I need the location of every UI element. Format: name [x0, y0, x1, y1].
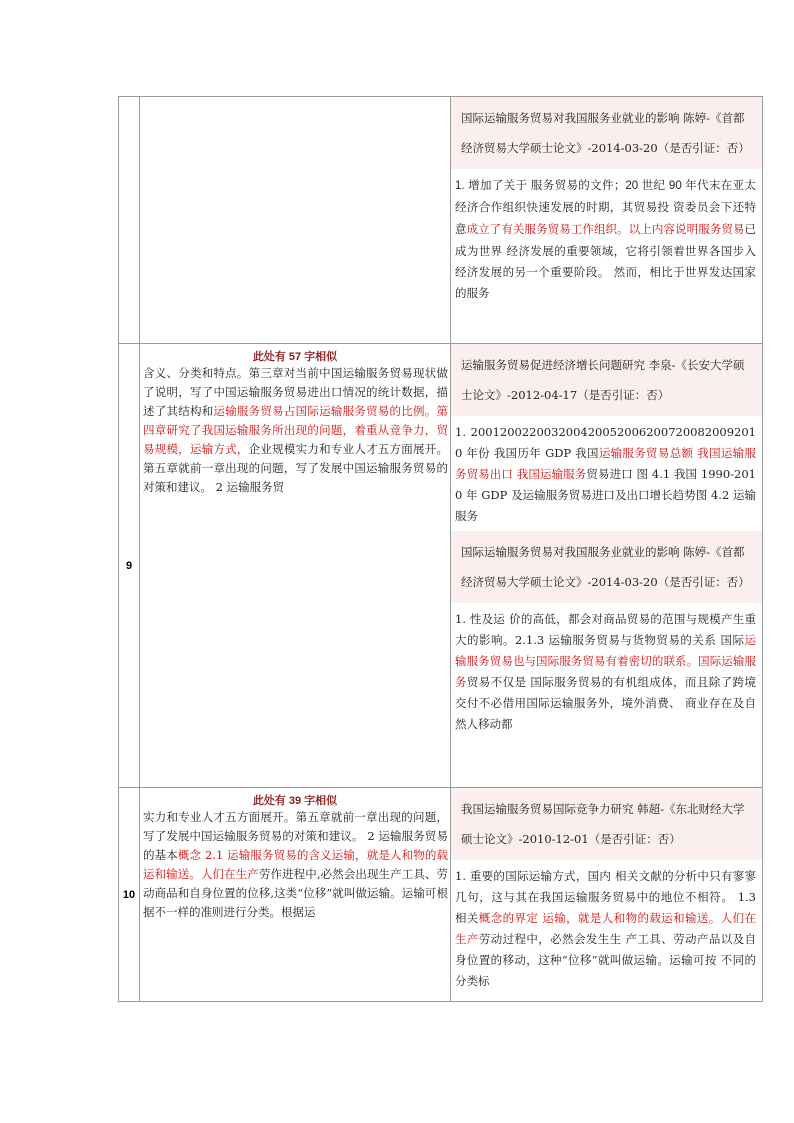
matched-text: [451, 609, 762, 739]
match-text-highlight: 概念的界定 运输，就是人和物的载运和输送。人们在生产: [455, 911, 757, 946]
match-text-normal: 1. 增加了关于 服务贸易的文件；20 世纪 90 年代末在亚太经济合作组织快速发展的时期，其贸易投 资委员会下还特意: [455, 180, 756, 236]
source-title[interactable]: 运输服务贸易促进经济增长问题研究 李泉-《长安大学硕士论文》-2012-04-17（是否引证：否）: [451, 344, 762, 416]
left-text: [140, 364, 450, 497]
similarity-table: [118, 96, 763, 1002]
source-title[interactable]: 国际运输服务贸易对我国服务业就业的影响 陈婷-《首都经济贸易大学硕士论文》-2014-03-20（是否引证：否）: [451, 531, 762, 603]
matched-text: [451, 175, 762, 308]
match-text-normal: 贸易不仅是 国际服务贸易的有机组成体，而且除了跨境交付不必借用国际运输服务外，境外消费、 商业存在及自然人移动都: [455, 675, 757, 731]
left-text: [140, 808, 450, 922]
left-text-cell: [140, 344, 451, 788]
match-text-highlight: 运输服务贸易也与国际服务贸易有着密切的联系。国际运输服务: [455, 633, 756, 689]
similarity-header: 此处有 39 字相似: [252, 795, 338, 807]
row-number: 9: [119, 344, 140, 788]
left-text-cell: [140, 97, 451, 344]
matched-text: [451, 422, 762, 531]
left-text-normal: 劳作进程中,必然会出现生产工具、劳动商品和自身位置的位移,这类“位移”就叫做运输。运输可根据不一样的准则进行分类。根据运: [143, 867, 449, 919]
left-text-normal: 企业规模实力和专业人才五方面展开。第五章就前一章出现的问题，写了发展中国运输服务贸易的对策和建议。 2 运输服务贸: [143, 442, 449, 494]
similarity-header: 此处有 57 字相似: [252, 351, 338, 363]
row-number: [119, 97, 140, 344]
match-text-normal: 贸易进口 图 4.1 我国 1990-2010 年 GDP 及运输服务贸易进口及出口增长趋势图 4.2 运输服务: [455, 467, 757, 523]
left-text-cell: [140, 788, 451, 1002]
sources-cell: [451, 788, 763, 1002]
match-text-normal: 1. 性及运 价的高低，都会对商品贸易的范围与规模产生重大的影响。2.1.3 运输服务贸易与货物贸易的关系 国际: [455, 612, 756, 647]
match-text-normal: 已成为世界 经济发展的重要领域，它将引领着世界各国步入经济发展的另一个重要阶段。 然而，相比于世界发达国家的服务: [455, 222, 757, 300]
match-text-normal: 劳动过程中，必然会发生生 产工具、劳动产品以及自身位置的移动，这种“位移”就叫做运输。运输可按 不同的分类标: [455, 932, 757, 988]
match-text-normal: 1. 2001200220032004200520062007200820092010 年份 我国历年 GDP 我国: [455, 425, 756, 460]
source-title[interactable]: 我国运输服务贸易国际竞争力研究 韩超-《东北财经大学硕士论文》-2010-12-01（是否引证：否）: [451, 788, 762, 860]
source-title[interactable]: 国际运输服务贸易对我国服务业就业的影响 陈婷-《首都经济贸易大学硕士论文》-2014-03-20（是否引证：否）: [451, 97, 762, 169]
table-row: [119, 788, 763, 1002]
match-text-highlight: 成立了有关服务贸易工作组织。以上内容说明服务贸易: [466, 222, 745, 236]
sources-cell: [451, 344, 763, 788]
left-text-normal: 实力和专业人才五方面展开。第五章就前一章出现的问题，写了发展中国运输服务贸易的对策和建议。 2 运输服务贸易的基本: [143, 810, 448, 862]
left-text-normal: 含义、分类和特点。第三章对当前中国运输服务贸易现状做了说明，写了中国运输服务贸易进出口情况的统计数据，描述了其结构和: [143, 366, 448, 418]
row-number: 10: [119, 788, 140, 1002]
match-text-normal: 1. 重要的国际运输方式，国内 相关文献的分析中只有寥寥几句，这与其在我国运输服务贸易中的地位不相符。 1.3 相关: [455, 869, 756, 925]
table-row: [119, 344, 763, 788]
matched-text: [451, 866, 762, 996]
left-text-highlight: 运输服务贸易占国际运输服务贸易的比例。第四章研究了我国运输服务所出现的问题，着重从竞争力，贸易规模，运输方式，: [143, 404, 449, 456]
left-text-highlight: 概念 2.1 运输服务贸易的含义运输，就是人和物的载运和输送。人们在生产: [143, 848, 449, 881]
sources-cell: [451, 97, 763, 344]
match-text-highlight: 运输服务贸易总额 我国运输服务贸易出口 我国运输服务: [455, 446, 756, 481]
table-row: [119, 97, 763, 344]
